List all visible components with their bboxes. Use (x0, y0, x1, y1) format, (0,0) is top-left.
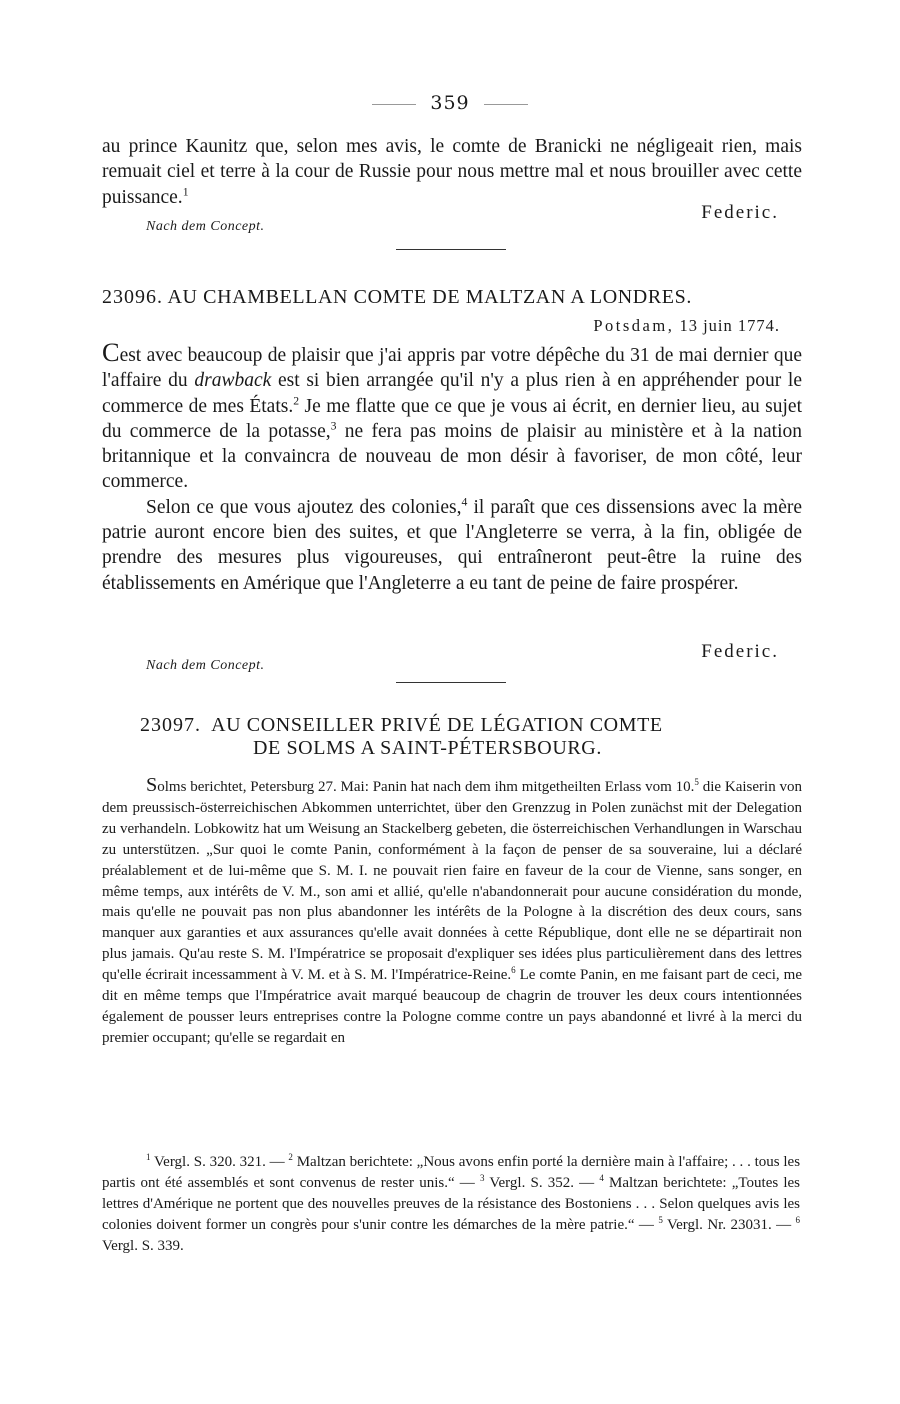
initial-letter: S (146, 774, 158, 796)
page-header (0, 92, 900, 114)
footnote-2: Maltzan berichtete: „Nous avons enfin porté la dernière main à l'affaire; . . . tous les partis ont été assemblés et sont convenus de rester unis.“ — (102, 1154, 801, 1191)
footnote-4: Maltzan berichtete: „Toutes les lettres d'Amérique ne portent que des nouvelles preuves de la résistance des Bostoniens . . . Selon quelques avis les colonies doivent former un congrès pour s'unir contre les démarches de la mère patrie.“ — (102, 1175, 801, 1233)
source-note: Nach dem Concept. (146, 658, 265, 673)
letter-title-line1: AU CONSEILLER PRIVÉ DE LÉGATION COMTE (211, 714, 663, 736)
letter-number: 23096. (102, 286, 163, 308)
date: 13 juin 1774. (679, 316, 780, 335)
footnote-ref: 3 (330, 419, 337, 433)
section-divider (396, 249, 506, 250)
letter-number: 23097. (140, 714, 201, 736)
footnote-3: Vergl. S. 352. — (489, 1175, 595, 1191)
letter-heading-23097 (140, 714, 780, 760)
paragraph: Selon ce que vous ajoutez des colonies,$^4$ il paraît que ces dissensions avec la mère patrie auront encore bien des suites, et que l'Angleterre se verra, à la fin, obligée de prendre des mesures plus vigoureuses, qui entraîneront peut-être la ruine des établissements en Amérique que l'Angleterre a eu tant de peine de faire prospérer. (102, 495, 803, 594)
header-rule-right (484, 104, 528, 105)
footnote-ref: 4 (461, 495, 468, 509)
signature: Federic. (701, 641, 779, 662)
italic-term: drawback (194, 370, 272, 392)
footnote-6: Vergl. S. 339. (102, 1238, 184, 1254)
initial-letter: C (102, 338, 120, 367)
footnote-ref: 1 (182, 185, 189, 199)
letter-title: AU CHAMBELLAN COMTE DE MALTZAN A LONDRES. (167, 286, 692, 308)
page-number: 359 (430, 92, 470, 114)
section-divider (396, 682, 506, 683)
signature: Federic. (701, 202, 779, 223)
dateline (593, 316, 780, 336)
place: Potsdam, (593, 316, 675, 335)
footnote-ref: 2 (293, 394, 300, 408)
letter-heading-23096 (102, 286, 802, 309)
letter-body-23096 (102, 338, 803, 596)
footnote-5: Vergl. Nr. 23031. — (666, 1217, 792, 1233)
header-rule-left (372, 104, 416, 105)
letter-title-line2: DE SOLMS A SAINT-PÉTERSBOURG. (253, 737, 602, 759)
paragraph: Cest avec beaucoup de plaisir que j'ai appris par votre dépêche du 31 de mai dernier que l'affaire du drawback est si bien arrangée qu'il n'y a plus rien à en appréhender pour le commerce de mes États.$^2$ Je me flatte que ce que je vous ai écrit, en dernier lieu, au sujet du commerce de la potasse,$^3$ ne fera pas moins de plaisir au ministère et à la nation britannique et la convaincra de nouveau de mon désir à favoriser, de mon côté, leur commerce. (102, 338, 803, 493)
footnote-ref: 6 (511, 965, 516, 976)
footnotes: $^1$ Vergl. S. 320. 321. — $^2$ Maltzan berichtete: „Nous avons enfin porté la dernière main à l'affaire; . . . tous les partis ont été assemblés et sont convenus de rester unis.“ — $^3$ Vergl. S. 352. — $^4$ Maltzan berichtete: „Toutes les lettres d'Amérique ne portent que des nouvelles preuves de la résistance des Bostoniens . . . Selon quelques avis les colonies doivent former un congrès pour s'unir contre les démarches de la mère patrie.“ — $^5$ Vergl. Nr. 23031. — $^6$ Vergl. S. 339. (102, 1152, 801, 1254)
footnote-ref: 5 (694, 777, 699, 787)
continuation-paragraph: au prince Kaunitz que, selon mes avis, le comte de Branicki ne négligeait rien, mais remuait ciel et terre à la cour de Russie pour nous mettre mal et nous brouiller avec cette puissance.$^1$ (102, 136, 802, 208)
footnote-1: Vergl. S. 320. 321. — (154, 1154, 285, 1170)
letter-summary-23097: Solms berichtet, Petersburg 27. Mai: Panin hat nach dem ihm mitgetheilten Erlass vom 10.$^5$ die Kaiserin von dem preussisch-österreichischen Abkommen unterrichtet, über den Grenzzug in Polen zunächst mit der Delegation zu verhandeln. Lobkowitz hat um Weisung an Stackelberg gebeten, die österreichischen Verhandlungen in Warschau zu unterstützen. „Sur quoi le comte Panin, conformément à la façon de penser de sa souveraine, lui a déclaré préalablement et de lui-même que S. M. I. ne pouvait rien faire en faveur de la cour de Vienne, sans songer, en même temps, aux intérêts de V. M., son ami et allié, qu'elle n'abandonnerait pour aucune considération du monde, mais qu'elle ne pouvait pas non plus abandonner les intérêts de la Pologne à la discrétion des deux cours, sans manquer aux garanties et aux assurances qu'elle avait données à cette République, dont elle ne se départirait non plus jamais. Qu'au reste S. M. l'Impératrice se proposait d'expliquer ses idées plus particulièrement dans des lettres qu'elle écrirait incessamment à V. M. et à S. M. l'Impératrice-Reine.$^6$ Le comte Panin, en me faisant part de ceci, me dit en même temps que l'Impératrice avait marqué beaucoup de chagrin de trouver les deux cours intentionnées également de pousser leurs entreprises contre la Pologne comme contre un pays abandonné et livré à la merci du premier occupant; qu'elle se regardait en (102, 774, 803, 1046)
source-note: Nach dem Concept. (146, 219, 265, 234)
